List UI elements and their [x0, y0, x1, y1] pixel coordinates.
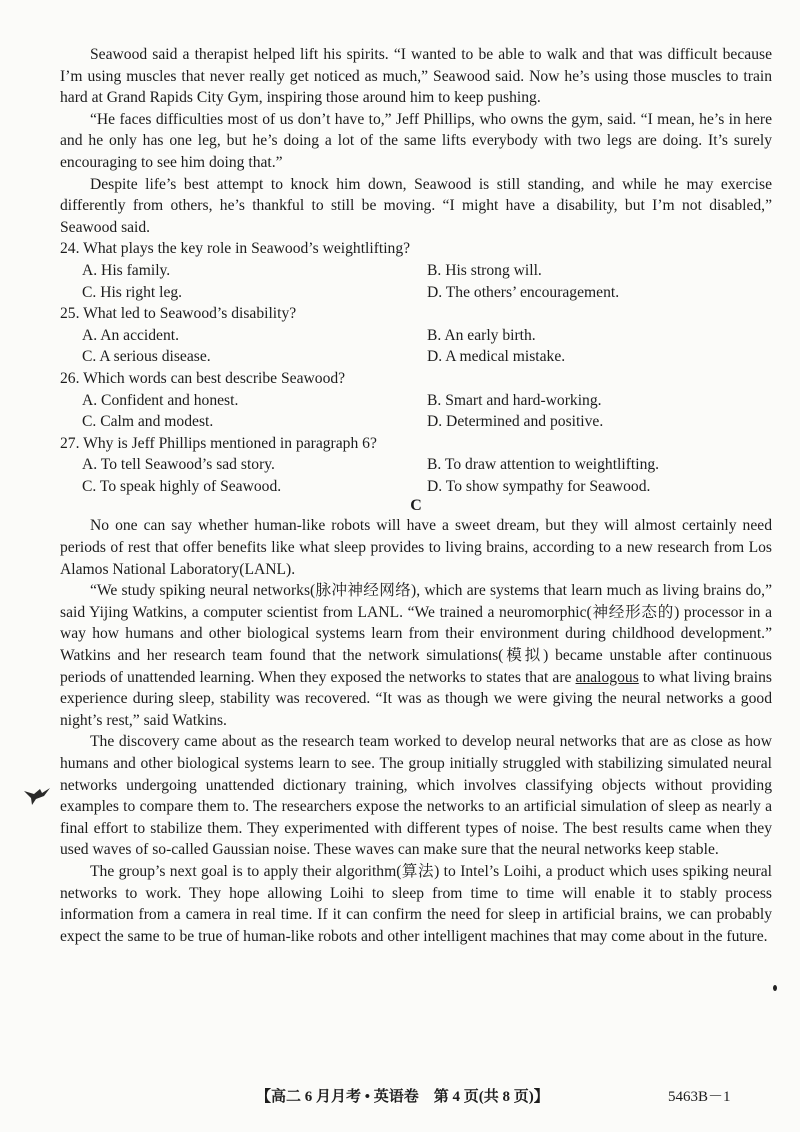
options — [60, 390, 772, 433]
option-d: D. Determined and positive. — [427, 413, 604, 431]
options — [60, 454, 772, 497]
option-d: D. The others’ encouragement. — [427, 283, 620, 301]
text-span: “We study spiking neural networks(脉冲神经网络), which are systems that learn much as living brains do,” said Yijing Watkins, a computer scientist from LANL. “We trained a neuromorphic(神经形态的) processor in a way how humans and other biological systems learn from their environment during childhood development.” Watkins and her research team found that the network simulations(模拟) became unstable after continuous periods of unattended learning. When they exposed the networks to states that are — [60, 582, 772, 686]
question-stem: 24. What plays the key role in Seawood’s weightlifting? — [60, 240, 411, 258]
underlined-word: analogous — [575, 668, 639, 686]
question-stem: 27. Why is Jeff Phillips mentioned in paragraph 6? — [60, 434, 377, 452]
question-stem: 26. Which words can best describe Seawood? — [60, 369, 346, 387]
option-d: D. To show sympathy for Seawood. — [427, 477, 651, 495]
option-c: C. His right leg. — [82, 283, 183, 301]
question-27 — [60, 433, 772, 498]
paragraph: The discovery came about as the research team worked to develop neural networks that are as close as how humans and other biological systems learn to see. The group initially struggled with stabilizing simulated neural networks undergoing unattended dictionary training, which involves classifying objects without providing examples to compare them to. The researchers expose the networks to an artificial simulation of sleep as nearly a final effort to stabilize them. They experimented with different types of noise. The best results came when they used waves of so-called Gaussian noise. These waves can make sure that the neural networks keep stable. — [60, 733, 772, 859]
ink-speck — [773, 985, 777, 991]
section-heading: C — [410, 497, 422, 515]
option-b: B. To draw attention to weightlifting. — [427, 456, 660, 474]
option-c: C. Calm and modest. — [82, 413, 214, 431]
paragraph: “He faces difficulties most of us don’t have to,” Jeff Phillips, who owns the gym, said. “I mean, he’s in here and he only has one leg, but he’s doing a lot of the same lifts everybody with two legs are doing. It’s surely encouraging to see him doing that.” — [60, 110, 772, 171]
paragraph: No one can say whether human-like robots will have a sweet dream, but they will almost certainly need periods of rest that offer benefits like what sleep provides to living brains, according to a new research from Los Alamos National Laboratory(LANL). — [60, 517, 772, 578]
footer-title: 【高二 6 月月考 • 英语卷 第 4 页(共 8 页)】 — [256, 1089, 549, 1105]
paragraph: Despite life’s best attempt to knock him down, Seawood is still standing, and while he may exercise differently from others, he’s thankful to still be moving. “I might have a disability, but I’m not disabled,” Seawood said. — [60, 175, 772, 236]
option-c: C. A serious disease. — [82, 348, 211, 366]
paragraph: The group’s next goal is to apply their algorithm(算法) to Intel’s Loihi, a product which uses spiking neural networks to work. They hope allowing Loihi to sleep from time to time will enable it to stably process information from a camera in real time. If it can confirm the need for sleep in artificial brains, we can probably expect the same to be true of human-like robots and other intelligent machines that may come about in the future. — [60, 862, 772, 945]
option-a: A. Confident and honest. — [82, 391, 239, 409]
bird-icon — [22, 783, 52, 807]
question-24 — [60, 238, 772, 303]
option-a: A. An accident. — [82, 326, 179, 344]
question-26 — [60, 368, 772, 433]
options — [60, 325, 772, 368]
question-25 — [60, 303, 772, 368]
question-stem: 25. What led to Seawood’s disability? — [60, 305, 297, 323]
paragraph — [60, 580, 772, 731]
options — [60, 260, 772, 303]
option-b: B. Smart and hard-working. — [427, 391, 602, 409]
option-b: B. His strong will. — [427, 261, 542, 279]
text-span: to what living brains experience during sleep, stability was recovered. “It was as though we were giving the neural networks a good night’s rest,” said Watkins. — [60, 668, 772, 729]
option-b: B. An early birth. — [427, 326, 536, 344]
page-content — [60, 44, 772, 947]
option-a: A. His family. — [82, 261, 171, 279]
option-c: C. To speak highly of Seawood. — [82, 477, 282, 495]
option-d: D. A medical mistake. — [427, 348, 566, 366]
footer-code: 5463B－1 — [668, 1089, 731, 1105]
paragraph: Seawood said a therapist helped lift his spirits. “I wanted to be able to walk and that was difficult because I’m using muscles that never really get noticed as much,” Seawood said. Now he’s using those muscles to train hard at Grand Rapids City Gym, inspiring those around him to keep pushing. — [60, 46, 772, 107]
option-a: A. To tell Seawood’s sad story. — [82, 456, 275, 474]
